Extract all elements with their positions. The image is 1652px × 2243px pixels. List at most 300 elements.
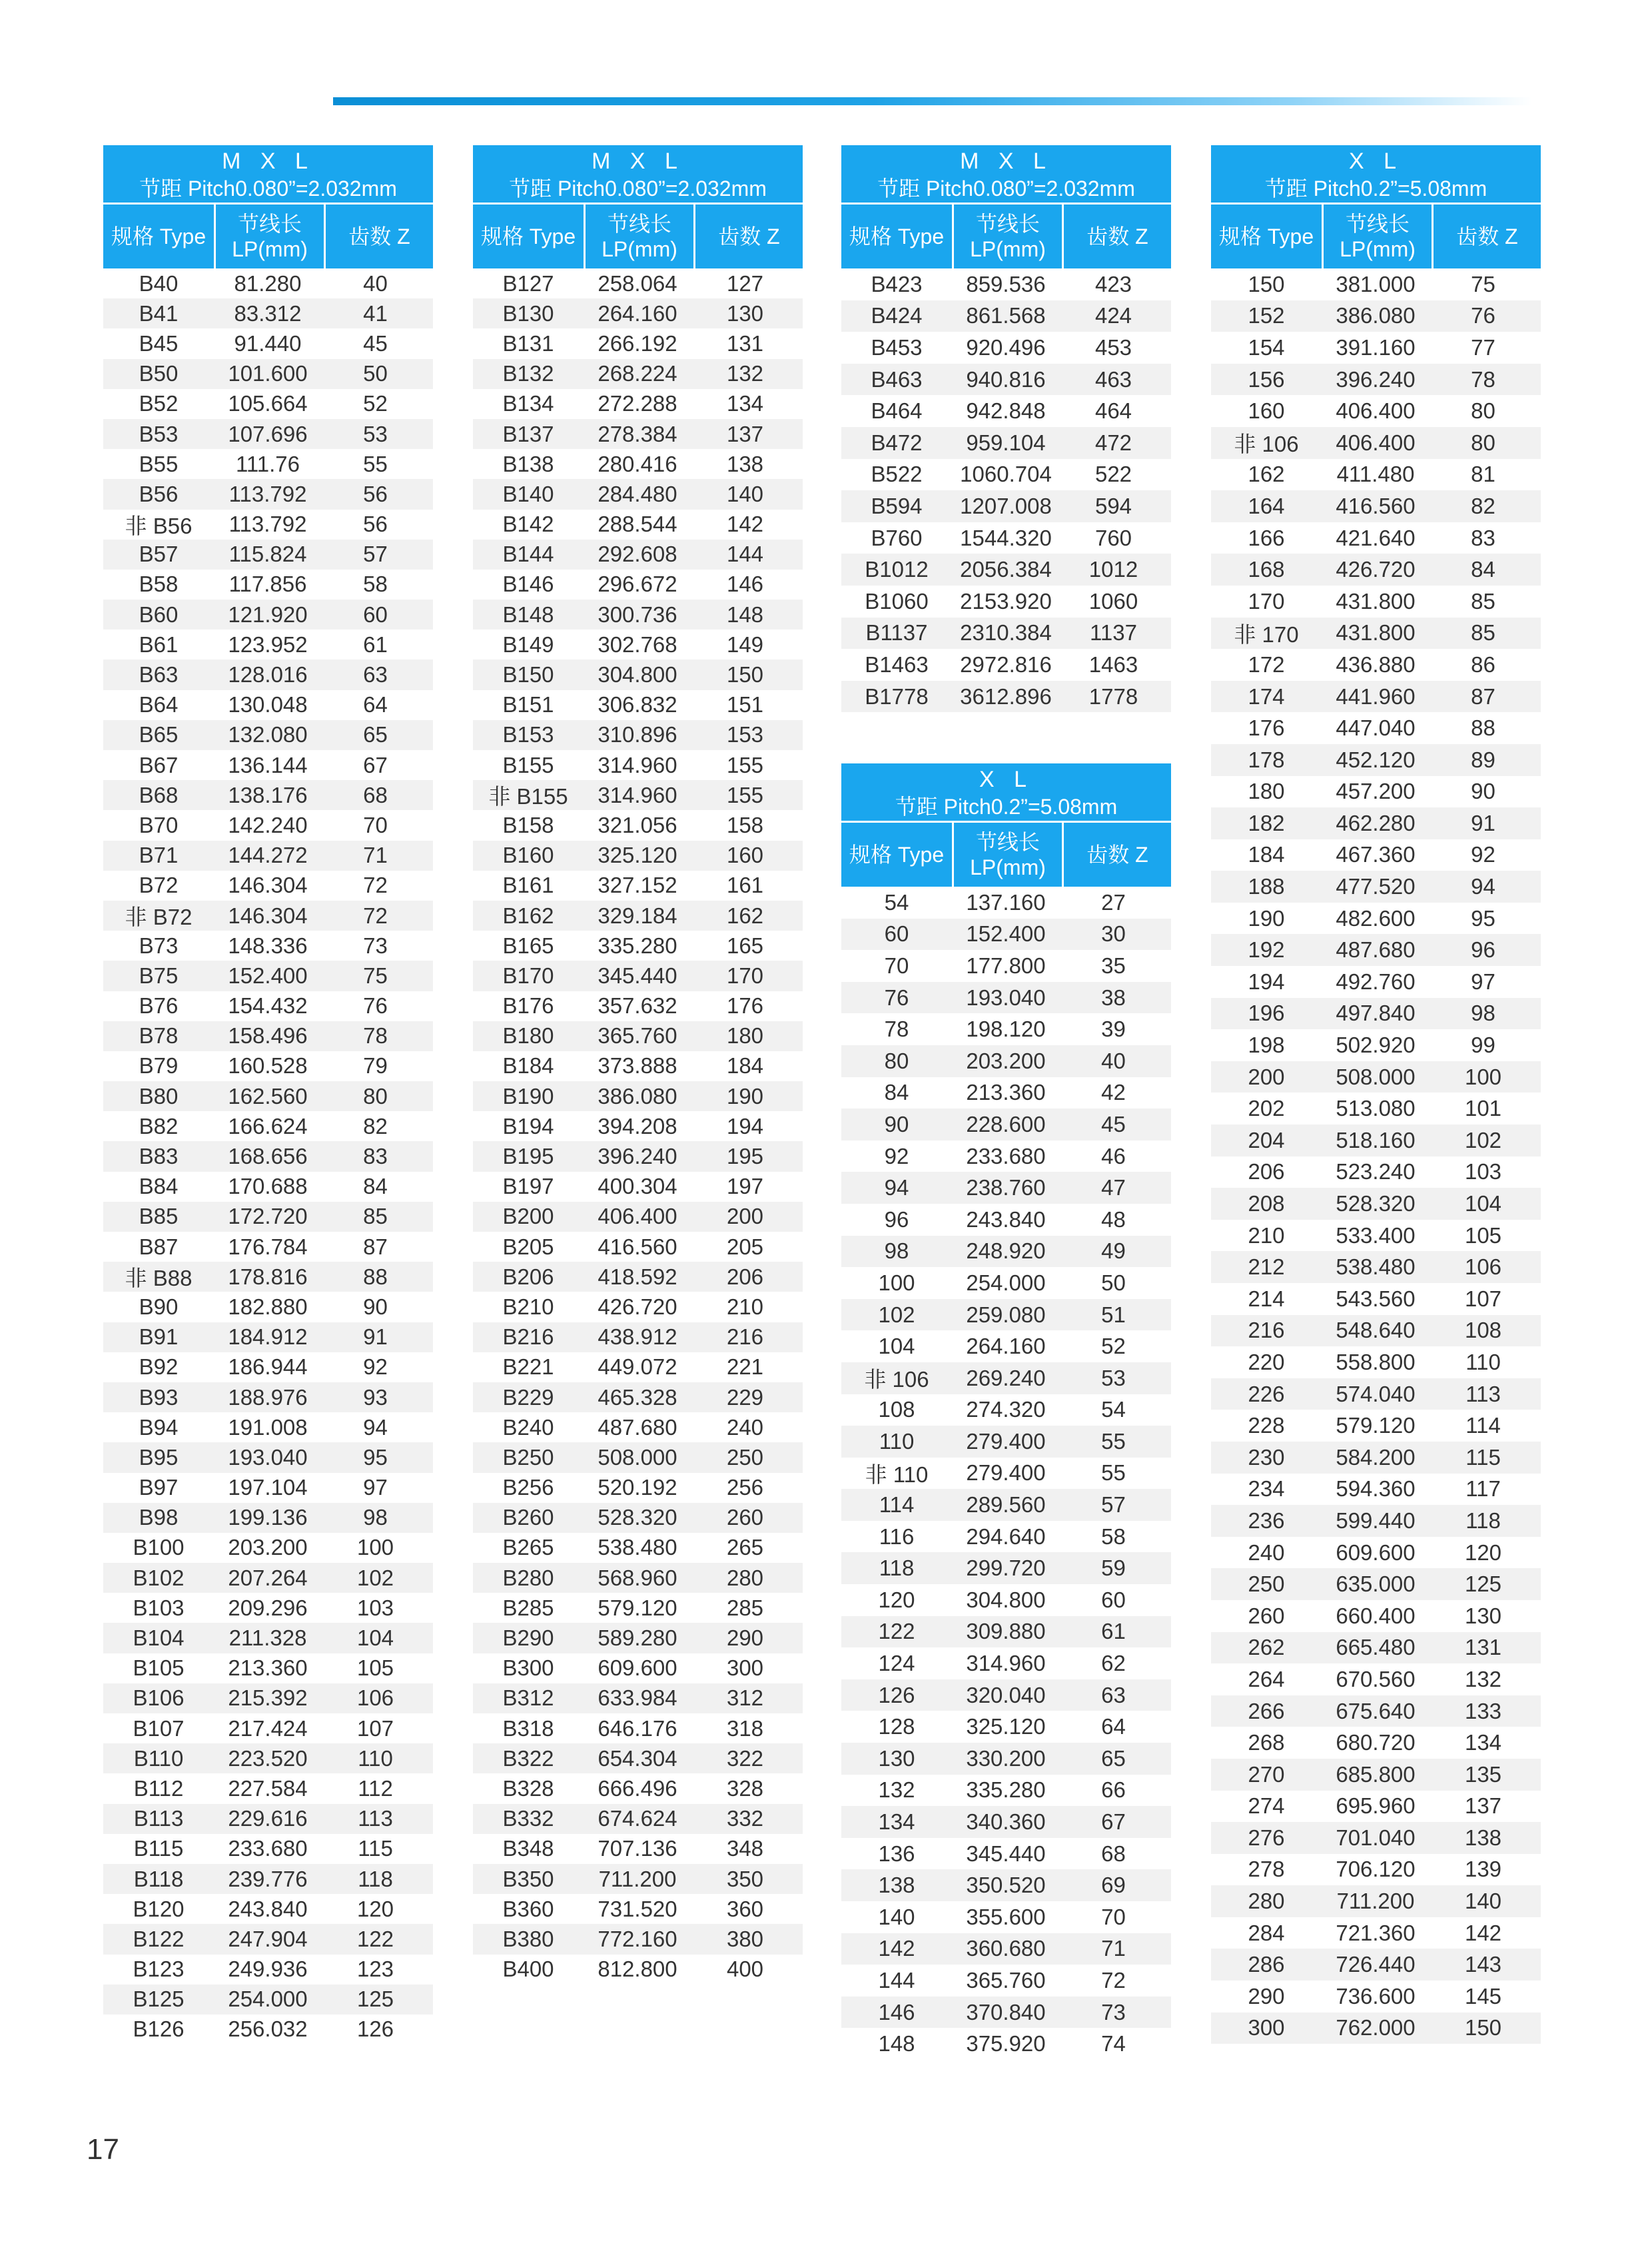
cell-type: B130 (502, 300, 554, 326)
cell-teeth: 67 (1101, 1809, 1126, 1835)
table-row (473, 268, 803, 298)
cell-type: 278 (1248, 1857, 1285, 1882)
table-row (841, 1869, 1171, 1901)
cell-pitch-length: 538.480 (598, 1535, 677, 1560)
cell-type: 214 (1248, 1286, 1285, 1311)
cell-teeth: 91 (1471, 810, 1495, 835)
table-row (473, 660, 803, 689)
cell-type: 152 (1248, 303, 1285, 328)
cell-pitch-length: 861.568 (966, 303, 1046, 328)
cell-type: 116 (879, 1524, 915, 1549)
table-row (841, 395, 1171, 427)
cell-pitch-length: 502.920 (1336, 1033, 1416, 1058)
table-body (103, 268, 433, 2044)
table-row (841, 1077, 1171, 1109)
table-row (841, 1775, 1171, 1807)
table-row (841, 982, 1171, 1014)
cell-pitch-length: 123.952 (228, 632, 308, 657)
cell-type: B100 (133, 1535, 185, 1560)
cell-pitch-length: 264.160 (966, 1334, 1046, 1359)
table-row (473, 1533, 803, 1563)
column-headers (473, 203, 803, 268)
cell-teeth: 130 (726, 300, 764, 326)
cell-type: B63 (139, 662, 179, 687)
table-row (841, 490, 1171, 522)
cell-type: B79 (139, 1053, 179, 1079)
table-row (841, 919, 1171, 951)
cell-type: 170 (1248, 588, 1285, 614)
cell-teeth: 115 (358, 1836, 393, 1861)
table-row (1211, 2013, 1541, 2044)
cell-type: 92 (884, 1143, 909, 1168)
table-row (841, 681, 1171, 713)
cell-teeth: 107 (1464, 1286, 1502, 1311)
cell-type: B160 (502, 843, 554, 868)
table-row (103, 1743, 433, 1773)
cell-type: B90 (139, 1294, 179, 1319)
table-row (1211, 1759, 1541, 1791)
cell-pitch-length: 238.760 (966, 1175, 1046, 1200)
table-row (1211, 268, 1541, 300)
cell-pitch-length: 436.880 (1336, 652, 1416, 677)
cell-type: B73 (139, 933, 179, 958)
cell-type: B424 (871, 303, 923, 328)
cell-teeth: 57 (1101, 1492, 1126, 1518)
table-row (473, 1473, 803, 1503)
cell-teeth: 350 (726, 1866, 764, 1891)
table-row (103, 991, 433, 1021)
cell-teeth: 110 (1465, 1349, 1501, 1374)
table-row (841, 1679, 1171, 1711)
table-row (473, 600, 803, 630)
cell-pitch-length: 177.800 (966, 953, 1046, 978)
cell-type: 268 (1248, 1730, 1285, 1755)
table-row (841, 586, 1171, 618)
cell-teeth: 73 (1101, 1999, 1126, 2024)
cell-type: B360 (502, 1896, 554, 1921)
table-row (841, 1489, 1171, 1521)
table-row (473, 1683, 803, 1713)
table-body (1211, 268, 1541, 2044)
col-header-lp: 节线长 LP(mm) (216, 205, 326, 268)
cell-type: 78 (884, 1017, 909, 1042)
cell-type: 260 (1248, 1603, 1285, 1628)
cell-pitch-length: 416.560 (598, 1234, 677, 1259)
cell-teeth: 83 (363, 1144, 388, 1169)
cell-teeth: 142 (726, 512, 764, 537)
cell-type: 148 (878, 2031, 915, 2056)
cell-teeth: 62 (1101, 1651, 1126, 1676)
cell-pitch-length: 279.400 (966, 1460, 1046, 1486)
cell-type: 非 B88 (125, 1266, 193, 1291)
cell-type: B290 (502, 1625, 554, 1651)
cell-type: 266 (1248, 1698, 1285, 1723)
table-row (103, 1773, 433, 1803)
cell-type: B322 (502, 1745, 554, 1771)
col-header-type: 规格 Type (473, 205, 586, 268)
cell-teeth: 104 (1464, 1191, 1502, 1216)
cell-type: 226 (1248, 1381, 1285, 1406)
cell-pitch-length: 449.072 (598, 1354, 677, 1380)
cell-pitch-length: 137.160 (966, 889, 1046, 915)
cell-pitch-length: 101.600 (228, 361, 308, 386)
cell-type: B760 (871, 525, 923, 550)
cell-teeth: 45 (363, 330, 388, 356)
cell-pitch-length: 172.720 (228, 1204, 308, 1229)
column-headers (1211, 203, 1541, 268)
cell-teeth: 127 (726, 270, 764, 296)
cell-pitch-length: 447.040 (1336, 715, 1416, 741)
table-row (103, 1593, 433, 1623)
table-row (1211, 998, 1541, 1030)
cell-pitch-length: 381.000 (1336, 271, 1416, 296)
cell-type: B41 (139, 300, 179, 326)
cell-pitch-length: 272.288 (598, 391, 677, 416)
table-row (103, 2015, 433, 2044)
cell-teeth: 89 (1471, 747, 1495, 772)
cell-teeth: 95 (363, 1444, 388, 1470)
cell-teeth: 290 (726, 1625, 764, 1651)
cell-type: 204 (1248, 1127, 1285, 1152)
cell-pitch-length: 233.680 (228, 1836, 308, 1861)
cell-pitch-length: 400.304 (598, 1174, 677, 1199)
table-row (473, 961, 803, 991)
table-row (1211, 1061, 1541, 1093)
table-row (1211, 364, 1541, 396)
cell-teeth: 138 (726, 451, 764, 476)
cell-type: B70 (139, 812, 179, 837)
cell-type: B72 (139, 873, 179, 898)
cell-teeth: 63 (363, 662, 388, 687)
cell-type: B318 (502, 1715, 554, 1741)
cell-type: 194 (1248, 969, 1285, 994)
table-row (473, 1743, 803, 1773)
cell-type: B148 (502, 602, 554, 627)
cell-teeth: 55 (363, 451, 388, 476)
cell-type: B1137 (865, 620, 928, 646)
table-row (103, 1804, 433, 1834)
cell-pitch-length: 365.760 (598, 1023, 677, 1049)
cell-pitch-length: 2056.384 (960, 557, 1052, 582)
table-row (473, 1503, 803, 1533)
cell-type: B65 (139, 722, 179, 747)
cell-teeth: 75 (1471, 271, 1495, 296)
table-row (841, 1236, 1171, 1268)
cell-pitch-length: 292.608 (598, 542, 677, 567)
table-row (103, 1322, 433, 1352)
cell-pitch-length: 660.400 (1336, 1603, 1416, 1628)
cell-pitch-length: 482.600 (1336, 905, 1416, 931)
table-row (103, 841, 433, 871)
cell-type: B57 (139, 542, 179, 567)
cell-type: B80 (139, 1083, 179, 1109)
table-row (473, 991, 803, 1021)
cell-pitch-length: 548.640 (1336, 1318, 1416, 1343)
cell-type: 98 (884, 1238, 909, 1264)
cell-pitch-length: 812.800 (598, 1957, 677, 1982)
table-row (473, 479, 803, 509)
cell-type: B170 (502, 963, 554, 988)
cell-teeth: 180 (726, 1023, 764, 1049)
cell-teeth: 107 (356, 1715, 394, 1741)
cell-pitch-length: 513.080 (1336, 1096, 1416, 1121)
cell-pitch-length: 1060.704 (960, 462, 1052, 487)
table-body (473, 268, 803, 1985)
cell-teeth: 76 (363, 993, 388, 1019)
cell-teeth: 90 (363, 1294, 388, 1319)
table-row (841, 887, 1171, 919)
table-row (1211, 681, 1541, 713)
table-row (103, 901, 433, 931)
table-row (841, 2028, 1171, 2060)
table-row (841, 268, 1171, 300)
cell-pitch-length: 609.600 (1336, 1540, 1416, 1565)
cell-teeth: 82 (363, 1113, 388, 1138)
cell-teeth: 66 (1101, 1777, 1126, 1803)
column-headers (103, 203, 433, 268)
cell-type: 非 106 (1234, 432, 1299, 457)
cell-type: 108 (878, 1397, 915, 1422)
table-row (103, 1864, 433, 1894)
cell-type: 208 (1248, 1191, 1285, 1216)
table-row (1211, 1378, 1541, 1410)
table-row (1211, 1600, 1541, 1632)
cell-teeth: 126 (356, 2017, 394, 2042)
cell-type: B522 (871, 462, 923, 487)
table-row (841, 1997, 1171, 2028)
cell-type: 110 (879, 1428, 915, 1454)
cell-teeth: 98 (363, 1505, 388, 1530)
cell-pitch-length: 304.800 (966, 1587, 1046, 1612)
cell-type: B180 (502, 1023, 554, 1049)
cell-type: B144 (502, 542, 554, 567)
cell-teeth: 132 (726, 361, 764, 386)
cell-pitch-length: 115.824 (228, 542, 307, 567)
table-row (473, 570, 803, 600)
cell-pitch-length: 508.000 (1336, 1064, 1416, 1089)
cell-type: B158 (502, 812, 554, 837)
cell-type: B190 (502, 1083, 554, 1109)
table-row (473, 1713, 803, 1743)
cell-type: B60 (139, 602, 179, 627)
cell-type: B95 (139, 1444, 179, 1470)
cell-teeth: 122 (356, 1926, 394, 1951)
table-row (841, 649, 1171, 681)
cell-type: B463 (871, 366, 923, 392)
cell-type: B85 (139, 1204, 179, 1229)
cell-teeth: 285 (726, 1595, 764, 1620)
cell-pitch-length: 487.680 (1336, 937, 1416, 963)
cell-pitch-length: 533.400 (1336, 1222, 1416, 1248)
cell-teeth: 59 (1101, 1556, 1126, 1581)
cell-pitch-length: 396.240 (1336, 366, 1416, 392)
cell-type: B300 (502, 1655, 554, 1681)
table-row (103, 961, 433, 991)
cell-teeth: 150 (726, 662, 764, 687)
cell-teeth: 72 (363, 873, 388, 898)
cell-teeth: 250 (726, 1444, 764, 1470)
cell-pitch-length: 523.240 (1336, 1159, 1416, 1184)
cell-teeth: 151 (726, 692, 764, 717)
table-row (103, 1683, 433, 1713)
cell-type: 140 (878, 1904, 915, 1929)
table-row (1211, 1791, 1541, 1823)
table-row (841, 459, 1171, 491)
cell-pitch-length: 162.560 (228, 1083, 308, 1109)
cell-type: 80 (884, 1048, 909, 1073)
cell-type: 284 (1248, 1920, 1285, 1945)
cell-teeth: 84 (1471, 557, 1495, 582)
cell-type: B45 (139, 330, 179, 356)
cell-pitch-length: 314.960 (966, 1651, 1046, 1676)
cell-pitch-length: 266.192 (598, 330, 677, 356)
cell-type: 236 (1248, 1508, 1285, 1533)
cell-teeth: 140 (1464, 1889, 1502, 1914)
table-row (473, 389, 803, 419)
table-title-block (103, 145, 433, 203)
cell-type: 134 (878, 1809, 915, 1835)
cell-pitch-length: 83.312 (234, 300, 302, 326)
col-header-teeth: 齿数 Z (1064, 823, 1171, 887)
cell-pitch-length: 228.600 (966, 1111, 1046, 1136)
table-title-block (841, 145, 1171, 203)
cell-type: 76 (884, 985, 909, 1010)
cell-pitch-length: 209.296 (228, 1595, 308, 1620)
col-header-lp: 节线长 LP(mm) (954, 205, 1064, 268)
cell-type: 90 (884, 1111, 909, 1136)
table-row (841, 1394, 1171, 1426)
belt-type-name: M X L (222, 149, 314, 174)
table-row (841, 1172, 1171, 1204)
table-row (473, 359, 803, 389)
table-row (1211, 1917, 1541, 1949)
cell-pitch-length: 227.584 (228, 1775, 308, 1801)
cell-type: B1778 (865, 683, 929, 709)
table-row (103, 1713, 433, 1743)
cell-type: B140 (502, 481, 554, 506)
table-row (841, 554, 1171, 586)
cell-pitch-length: 203.200 (228, 1535, 308, 1560)
col-header-type: 规格 Type (841, 823, 954, 887)
cell-pitch-length: 320.040 (966, 1682, 1046, 1707)
cell-teeth: 69 (1101, 1873, 1126, 1898)
cell-teeth: 134 (726, 391, 764, 416)
cell-pitch-length: 2310.384 (960, 620, 1052, 646)
cell-teeth: 125 (356, 1987, 394, 2012)
cell-type: B1060 (865, 588, 929, 614)
cell-pitch-length: 302.768 (598, 632, 677, 657)
table-row (841, 1743, 1171, 1775)
table-row (473, 1021, 803, 1051)
cell-pitch-length: 113.792 (228, 481, 307, 506)
cell-type: 160 (1248, 398, 1285, 424)
cell-pitch-length: 1544.320 (960, 525, 1052, 550)
table-row (103, 1232, 433, 1262)
cell-teeth: 200 (726, 1204, 764, 1229)
cell-type: B153 (502, 722, 554, 747)
cell-teeth: 312 (726, 1685, 764, 1711)
table-row (103, 630, 433, 660)
cell-teeth: 87 (1471, 683, 1495, 709)
cell-type: B195 (502, 1144, 554, 1169)
cell-pitch-length: 176.784 (228, 1234, 308, 1259)
column-headers (841, 203, 1171, 268)
table-row (473, 510, 803, 540)
table-row (1211, 871, 1541, 903)
cell-pitch-length: 269.240 (966, 1365, 1046, 1390)
table-row (103, 1141, 433, 1171)
cell-teeth: 155 (726, 782, 764, 807)
cell-teeth: 113 (1465, 1381, 1501, 1406)
cell-type: B78 (139, 1023, 179, 1049)
cell-pitch-length: 635.000 (1336, 1571, 1416, 1597)
cell-teeth: 106 (1464, 1254, 1502, 1280)
cell-teeth: 125 (1464, 1571, 1502, 1597)
cell-pitch-length: 243.840 (966, 1206, 1046, 1232)
cell-type: 164 (1248, 493, 1285, 518)
cell-type: 176 (1248, 715, 1285, 741)
cell-type: B260 (502, 1505, 554, 1530)
cell-type: B151 (502, 692, 554, 717)
table-row (473, 1623, 803, 1653)
cell-pitch-length: 299.720 (966, 1556, 1046, 1581)
cell-pitch-length: 665.480 (1336, 1635, 1416, 1660)
cell-teeth: 87 (363, 1234, 388, 1259)
cell-type: 270 (1248, 1761, 1285, 1787)
cell-type: B102 (133, 1565, 185, 1590)
cell-teeth: 300 (726, 1655, 764, 1681)
table-row (841, 1013, 1171, 1045)
col-header-type: 规格 Type (1211, 205, 1324, 268)
cell-pitch-length: 736.600 (1336, 1983, 1416, 2009)
cell-pitch-length: 254.000 (228, 1987, 308, 2012)
table-row (1211, 1251, 1541, 1283)
cell-pitch-length: 148.336 (228, 933, 308, 958)
table-row (103, 1955, 433, 1985)
cell-teeth: 106 (356, 1685, 394, 1711)
table-row (841, 1140, 1171, 1172)
pitch-label: 节距 Pitch0.080”=2.032mm (139, 177, 397, 201)
cell-teeth: 594 (1094, 493, 1132, 518)
cell-type: B103 (133, 1595, 185, 1620)
cell-type: B216 (502, 1324, 554, 1350)
table-row (473, 720, 803, 750)
cell-teeth: 92 (363, 1354, 388, 1380)
cell-pitch-length: 431.800 (1336, 620, 1416, 646)
cell-pitch-length: 579.120 (598, 1595, 677, 1620)
table-row (473, 1232, 803, 1262)
cell-teeth: 280 (726, 1565, 764, 1590)
cell-teeth: 60 (363, 602, 388, 627)
cell-type: 128 (878, 1714, 915, 1739)
cell-type: 96 (884, 1206, 909, 1232)
cell-teeth: 49 (1101, 1238, 1126, 1264)
pitch-label: 节距 Pitch0.080”=2.032mm (509, 177, 767, 201)
table-row (473, 630, 803, 660)
cell-type: B123 (133, 1957, 185, 1982)
cell-teeth: 103 (356, 1595, 394, 1620)
cell-teeth: 105 (356, 1655, 394, 1681)
cell-pitch-length: 325.120 (966, 1714, 1046, 1739)
cell-type: 168 (1248, 557, 1285, 582)
table-row (841, 1933, 1171, 1965)
cell-teeth: 463 (1094, 366, 1132, 392)
cell-pitch-length: 438.912 (598, 1324, 677, 1350)
cell-type: 290 (1248, 1983, 1285, 2009)
cell-teeth: 53 (1101, 1365, 1126, 1390)
header-accent-bar (333, 97, 1532, 105)
table-row (1211, 1220, 1541, 1252)
